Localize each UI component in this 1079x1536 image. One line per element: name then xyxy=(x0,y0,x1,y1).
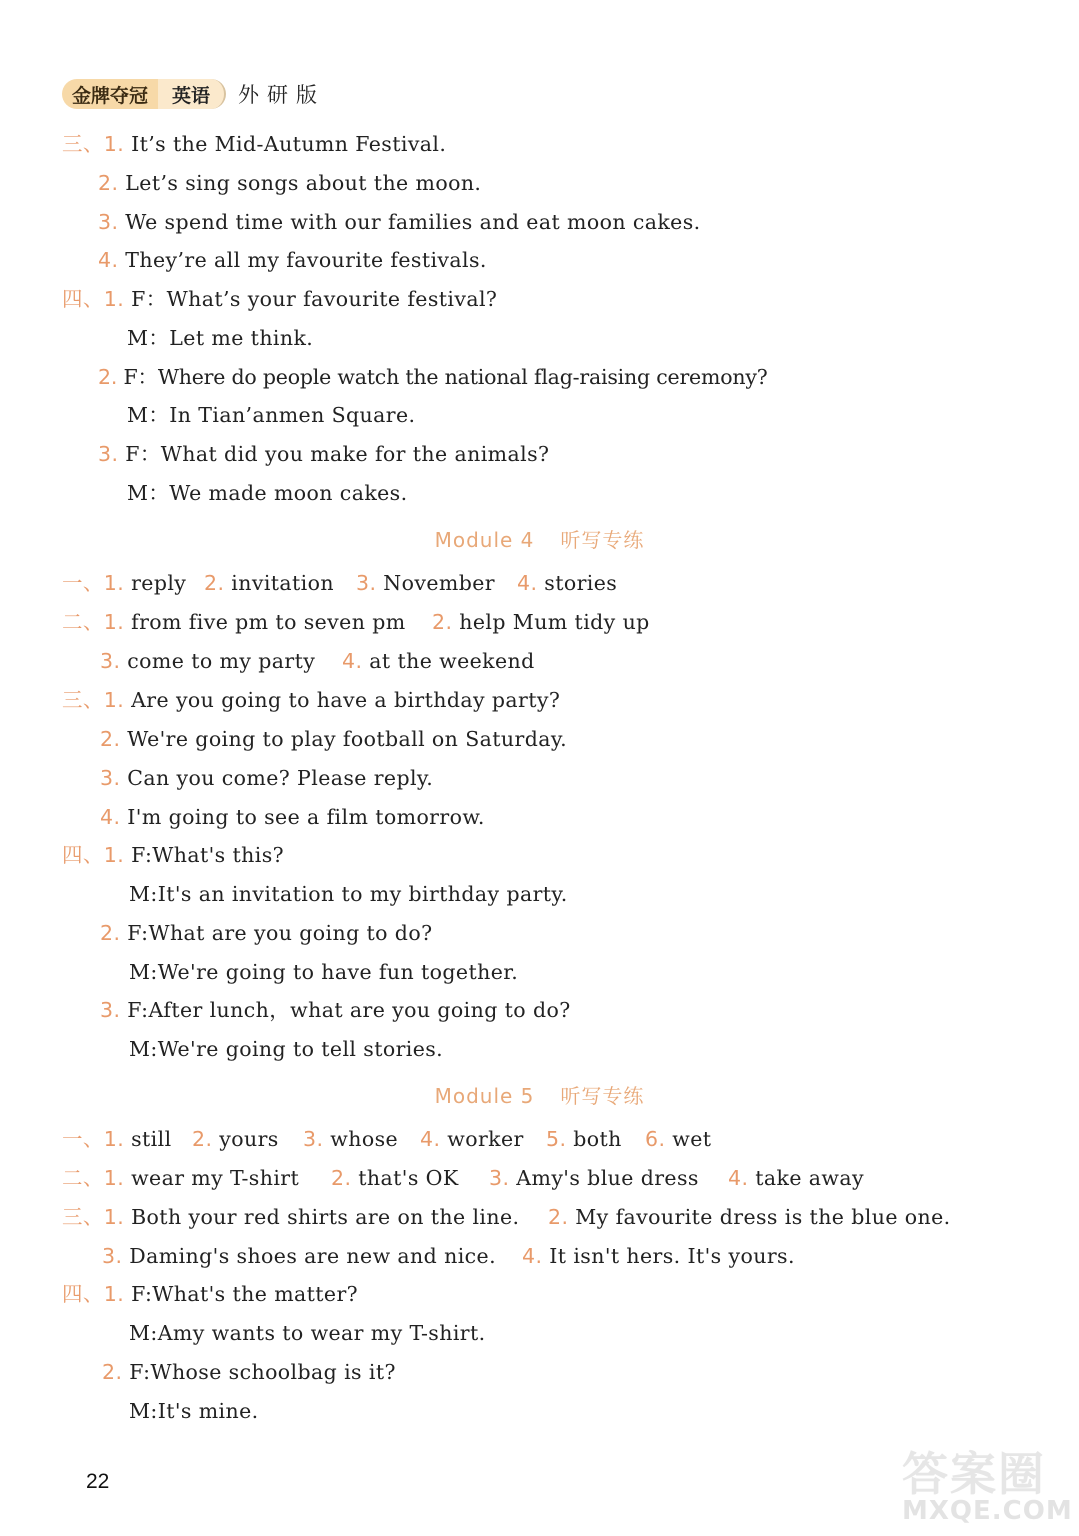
answer-line: 2. My favourite dress is the blue one. xyxy=(548,1205,951,1229)
answer-line: 3. come to my party xyxy=(100,649,316,673)
answer-line: 2. that's OK xyxy=(331,1166,459,1190)
edition-label: 外研版 xyxy=(238,83,326,107)
module-heading: Module 5 听写专练 xyxy=(434,1084,645,1108)
module-heading: Module 4 听写专练 xyxy=(434,528,645,552)
answer-line: M：We made moon cakes. xyxy=(127,481,408,505)
page-header xyxy=(62,74,325,114)
answer-line: 4. stories xyxy=(517,571,618,595)
page-number: 22 xyxy=(86,1470,110,1493)
answer-line: 2. help Mum tidy up xyxy=(432,610,650,634)
answer-line: 3. whose xyxy=(303,1127,399,1151)
answer-line: 4. It isn't hers. It's yours. xyxy=(522,1244,795,1268)
answer-line: 4. at the weekend xyxy=(342,649,535,673)
answer-line: 2. F:What are you going to do? xyxy=(100,921,433,945)
answer-line: 3. Amy's blue dress xyxy=(489,1166,699,1190)
answer-line: 3. Daming's shoes are new and nice. xyxy=(102,1244,496,1268)
answer-line: 2. We're going to play football on Saturday. xyxy=(100,727,568,751)
answer-line: 三、1. It’s the Mid-Autumn Festival. xyxy=(62,132,447,156)
answer-line: 三、1. Both your red shirts are on the line. xyxy=(62,1205,520,1229)
answer-line: 二、1. wear my T-shirt xyxy=(62,1166,300,1190)
watermark-text: 答案圈 xyxy=(902,1447,1046,1501)
answer-line: 4. I'm going to see a film tomorrow. xyxy=(100,805,485,829)
answer-line: M：In Tian’anmen Square. xyxy=(127,403,416,427)
answer-line: M:It's mine. xyxy=(129,1399,259,1423)
answer-line: 2. invitation xyxy=(204,571,334,595)
watermark-logo xyxy=(898,1438,1074,1530)
answer-line: M:We're going to tell stories. xyxy=(129,1037,444,1061)
answer-line: 3. Can you come? Please reply. xyxy=(100,766,434,790)
answer-line: 2. yours xyxy=(192,1127,279,1151)
answer-line: 3. F：What did you make for the animals? xyxy=(98,442,550,466)
brand-label: 金牌夺冠 xyxy=(62,79,158,109)
answer-line: 4. take away xyxy=(728,1166,864,1190)
watermark-url: MXQE.COM xyxy=(902,1496,1073,1526)
subject-label: 英语 xyxy=(158,79,226,109)
answer-line: 2. Let’s sing songs about the moon. xyxy=(98,171,482,195)
answer-line: 6. wet xyxy=(645,1127,712,1151)
answer-line: 一、1. still xyxy=(62,1127,172,1151)
answer-line: 2. F:Whose schoolbag is it? xyxy=(102,1360,396,1384)
answer-line: 二、1. from five pm to seven pm xyxy=(62,610,406,634)
answer-line: M:Amy wants to wear my T-shirt. xyxy=(129,1321,486,1345)
answer-line: 三、1. Are you going to have a birthday party? xyxy=(62,688,561,712)
answer-line: 3. We spend time with our families and eat moon cakes. xyxy=(98,210,701,234)
answer-line: M：Let me think. xyxy=(127,326,314,350)
answer-line: 四、1. F：What’s your favourite festival? xyxy=(62,287,498,311)
answer-line: 3. F:After lunch，what are you going to do? xyxy=(100,998,571,1022)
answer-line: 2. F：Where do people watch the national flag-raising ceremony? xyxy=(98,365,768,389)
answer-line: M:We're going to have fun together. xyxy=(129,960,519,984)
answer-line: 四、1. F:What's this? xyxy=(62,843,285,867)
answer-line: 四、1. F:What's the matter? xyxy=(62,1282,359,1306)
answer-line: 3. November xyxy=(356,571,495,595)
answer-line: 5. both xyxy=(546,1127,622,1151)
answer-line: 一、1. reply xyxy=(62,571,187,595)
answer-line: M:It's an invitation to my birthday party. xyxy=(129,882,568,906)
answer-line: 4. They’re all my favourite festivals. xyxy=(98,248,487,272)
answer-line: 4. worker xyxy=(420,1127,524,1151)
